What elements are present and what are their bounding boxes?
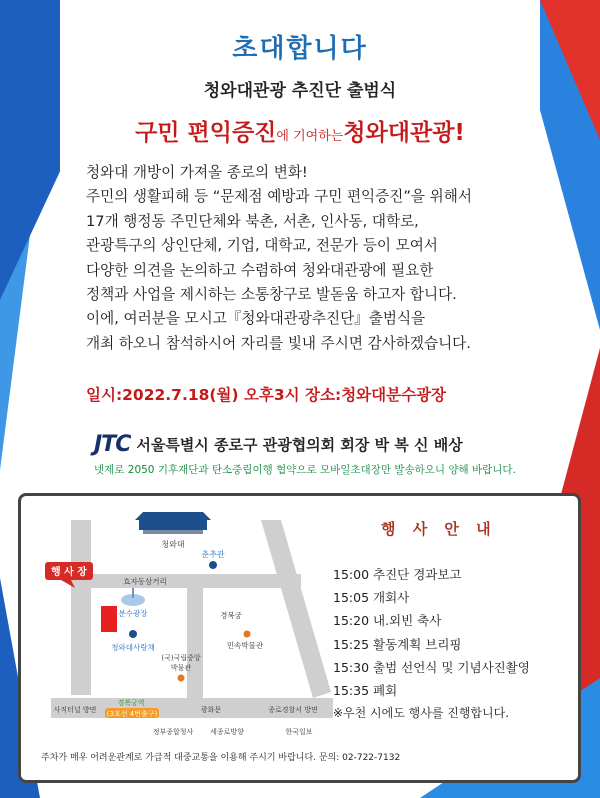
event-location-label: 행 사 장 bbox=[51, 567, 87, 578]
national-museum-marker bbox=[178, 675, 185, 682]
slogan-part-3: 청와대관광! bbox=[343, 120, 465, 146]
host-text: 서울특별시 종로구 관광협의회 회장 박 복 신 배상 bbox=[136, 436, 463, 454]
parking-contact-note: 주차가 매우 어려운관계로 가급적 대중교통을 이용해 주시기 바랍니다. 문의: 02-722-7132 bbox=[41, 753, 401, 763]
road-diagonal-right bbox=[261, 520, 331, 698]
map-label-gwanghwamun: 광화문 bbox=[200, 706, 222, 714]
map-label-cheongwadae: 청와대 bbox=[161, 540, 185, 549]
map-label-koreaherald: 한국일보 bbox=[285, 728, 313, 736]
map-label-gyeongbokgung-station-2: (3호선 4번출구) bbox=[106, 710, 158, 718]
event-location-marker bbox=[101, 606, 117, 632]
map-label-hyoja: 효자동삼거리 bbox=[123, 577, 167, 586]
event-schedule bbox=[333, 518, 573, 721]
body-line: 정책과 사업을 제시하는 소통창구로 발돋움 하고자 합니다. bbox=[86, 286, 457, 304]
guesthouse-marker bbox=[129, 630, 137, 638]
map-label-chunchugwan: 춘추관 bbox=[201, 550, 225, 559]
body-line: 이에, 여러분을 모시고『청와대관광추진단』출범식을 bbox=[86, 310, 426, 328]
map-label-fountain: 분수광장 bbox=[118, 609, 148, 618]
map-roads bbox=[51, 520, 333, 718]
slogan bbox=[0, 114, 600, 147]
map-label-sajik: 사직터널 방면 bbox=[53, 706, 97, 714]
map-label-gov-complex: 정부종합청사 bbox=[152, 728, 194, 736]
body-line: 관광특구의 상인단체, 기업, 대학교, 전문가 등이 모여서 bbox=[86, 237, 438, 255]
folk-museum-marker bbox=[244, 631, 251, 638]
invitation-body bbox=[86, 161, 556, 356]
event-datetime-location: 일시:2022.7.18(월) 오후3시 장소:청와대분수광장 bbox=[86, 386, 447, 404]
road-vertical-left bbox=[71, 520, 91, 695]
road-vertical-center bbox=[187, 588, 203, 698]
schedule-item: 15:30 출범 선언식 및 기념사진촬영 bbox=[333, 659, 530, 675]
schedule-item: 15:25 활동계획 브리핑 bbox=[333, 636, 462, 652]
body-line: 다양한 의견을 논의하고 수렴하여 청와대관광에 필요한 bbox=[86, 261, 434, 279]
schedule-item: 15:00 추진단 경과보고 bbox=[333, 567, 462, 582]
schedule-item: 15:20 내.외빈 축사 bbox=[333, 613, 442, 629]
cheongwadae-building-icon bbox=[135, 512, 211, 534]
event-info-box bbox=[18, 493, 581, 783]
mobile-invitation-notice: 넷제로 2050 기후재단과 탄소중립이행 협약으로 모바일초대장만 발송하오니 양해 바랍니다. bbox=[94, 464, 516, 476]
slogan-part-2: 에 기여하는 bbox=[276, 129, 344, 144]
schedule-item: 15:05 개회사 bbox=[333, 590, 410, 606]
map-label-gyeongbokgung: 경복궁 bbox=[220, 611, 242, 620]
map-label-jongno-police: 종로경찰서 방면 bbox=[268, 706, 318, 714]
invitation-title: 초대합니다 bbox=[232, 34, 368, 64]
chunchugwan-marker bbox=[209, 561, 217, 569]
schedule-item: 15:35 폐회 bbox=[333, 682, 398, 698]
map-label-gyeongbokgung-station-1: 경복궁역 bbox=[117, 699, 145, 707]
slogan-part-1: 구민 편익증진 bbox=[135, 120, 277, 146]
road-hyoja-horizontal bbox=[71, 574, 301, 588]
fountain-icon bbox=[121, 588, 145, 606]
map-label-national-museum-2: 박물관 bbox=[170, 664, 192, 672]
map-label-sejong: 세종로방향 bbox=[210, 728, 244, 736]
map-label-guesthouse: 청와대사랑채 bbox=[111, 643, 155, 652]
map-label-folk-museum: 민속박물관 bbox=[226, 641, 264, 650]
location-map bbox=[31, 502, 341, 744]
jtc-logo: JTC bbox=[94, 432, 131, 457]
event-subtitle: 청와대관광 추진단 출범식 bbox=[203, 81, 397, 101]
body-line: 개최 하오니 참석하시어 자리를 빛내 주시면 감사하겠습니다. bbox=[86, 334, 471, 352]
body-line: 청와대 개방이 가져올 종로의 변화! bbox=[86, 164, 308, 181]
schedule-title: 행 사 안 내 bbox=[381, 520, 497, 538]
rain-note: ※우천 시에도 행사를 진행합니다. bbox=[333, 706, 510, 721]
body-line: 주민의 생활피해 등 “문제점 예방과 구민 편익증진”을 위해서 bbox=[86, 188, 472, 206]
body-line: 17개 행정동 주민단체와 북촌, 서촌, 인사동, 대학로, bbox=[86, 212, 419, 230]
map-label-national-museum-1: (국)국립중앙 bbox=[161, 654, 201, 662]
host-signature bbox=[94, 432, 463, 457]
